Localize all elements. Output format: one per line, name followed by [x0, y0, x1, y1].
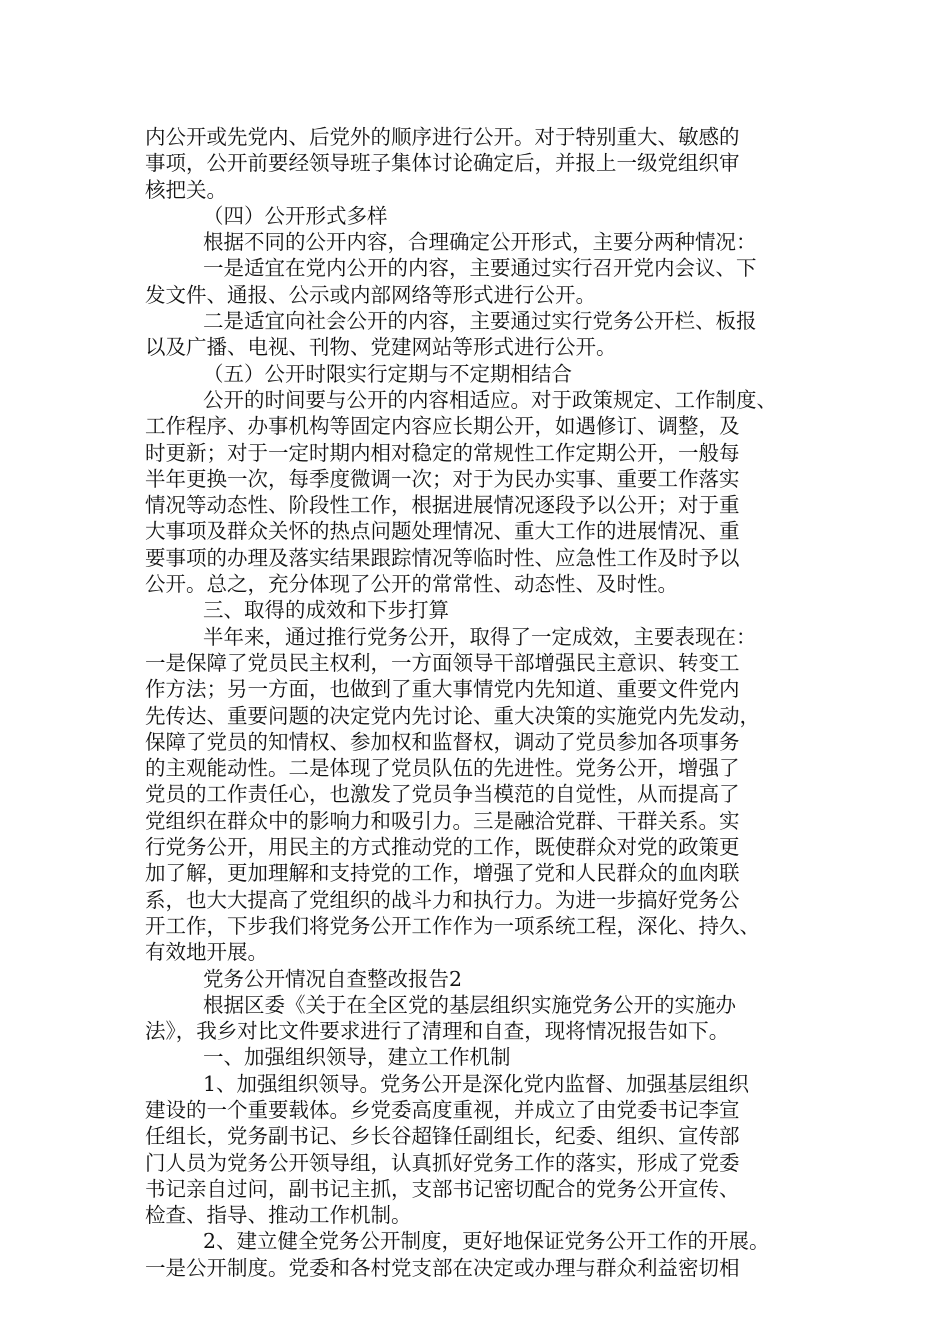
text-line: 公开。总之，充分体现了公开的常常性、动态性、及时性。	[145, 572, 678, 597]
text-line: 要事项的办理及落实结果跟踪情况等临时性、应急性工作及时予以	[145, 545, 740, 570]
text-line: 开工作，下步我们将党务公开工作作为一项系统工程，深化、持久、	[145, 913, 760, 938]
text-line: 书记亲自过问，副书记主抓，支部书记密切配合的党务公开宣传、	[145, 1176, 740, 1201]
text-line: 时更新；对于一定时期内相对稳定的常规性工作定期公开，一般每	[145, 440, 740, 465]
text-line: 内公开或先党内、后党外的顺序进行公开。对于特别重大、敏感的	[145, 125, 740, 149]
text-line: 先传达、重要问题的决定党内先讨论、重大决策的实施党内先发动，	[145, 703, 760, 728]
text-line: 一是保障了党员民主权利，一方面领导干部增强民主意识、转变工	[145, 650, 740, 675]
text-line: 党组织在群众中的影响力和吸引力。三是融洽党群、干群关系。实	[145, 808, 740, 833]
text-line: 一是公开制度。党委和各村党支部在决定或办理与群众利益密切相	[145, 1255, 740, 1280]
text-line: 一是适宜在党内公开的内容，主要通过实行召开党内会议、下	[203, 256, 757, 281]
text-line: 法》，我乡对比文件要求进行了清理和自查，现将情况报告如下。	[145, 1019, 730, 1044]
text-line: 作方法；另一方面，也做到了重大事情党内先知道、重要文件党内	[145, 677, 740, 702]
text-line: 2、建立健全党务公开制度，更好地保证党务公开工作的开展。	[203, 1229, 770, 1254]
text-line: 以及广播、电视、刊物、党建网站等形式进行公开。	[145, 335, 617, 360]
text-line: 发文件、通报、公示或内部网络等形式进行公开。	[145, 282, 596, 307]
text-line: 根据不同的公开内容，合理确定公开形式，主要分两种情况：	[203, 230, 757, 255]
text-line: 1、加强组织领导。党务公开是深化党内监督、加强基层组织	[203, 1071, 750, 1096]
text-line: 行党务公开，用民主的方式推动党的工作，既使群众对党的政策更	[145, 835, 740, 860]
text-line: 有效地开展。	[145, 940, 268, 965]
text-line: （四）公开形式多样	[203, 203, 388, 228]
text-line: 根据区委《关于在全区党的基层组织实施党务公开的实施办	[203, 992, 736, 1017]
text-line: 建设的一个重要载体。乡党委高度重视，并成立了由党委书记李宣	[145, 1097, 740, 1122]
text-line: 保障了党员的知情权、参加权和监督权，调动了党员参加各项事务	[145, 729, 740, 754]
text-line: 党员的工作责任心，也激发了党员争当模范的自觉性，从而提高了	[145, 782, 740, 807]
document-body	[145, 124, 825, 1281]
text-line: 大事项及群众关怀的热点问题处理情况、重大工作的进展情况、重	[145, 519, 740, 544]
text-line: 公开的时间要与公开的内容相适应。对于政策规定、工作制度、	[203, 387, 777, 412]
text-line: 情况等动态性、阶段性工作，根据进展情况逐段予以公开；对于重	[145, 493, 740, 518]
text-line: 加了解，更加理解和支持党的工作，增强了党和人民群众的血肉联	[145, 861, 740, 886]
text-line: 党务公开情况自查整改报告2	[203, 966, 463, 991]
text-line: 半年来，通过推行党务公开，取得了一定成效，主要表现在：	[203, 624, 757, 649]
text-line: 核把关。	[145, 177, 227, 202]
text-line: 一、加强组织领导，建立工作机制	[203, 1045, 511, 1070]
text-line: 事项，公开前要经领导班子集体讨论确定后，并报上一级党组织审	[145, 151, 740, 176]
text-line: 工作程序、办事机构等固定内容应长期公开，如遇修订、调整，及	[145, 414, 740, 439]
text-line: （五）公开时限实行定期与不定期相结合	[203, 361, 572, 386]
text-line: 门人员为党务公开领导组，认真抓好党务工作的落实，形成了党委	[145, 1150, 740, 1175]
text-line: 二是适宜向社会公开的内容，主要通过实行党务公开栏、板报	[203, 309, 757, 334]
text-line: 检查、指导、推动工作机制。	[145, 1203, 412, 1228]
text-line: 系，也大大提高了党组织的战斗力和执行力。为进一步搞好党务公	[145, 887, 740, 912]
text-line: 任组长，党务副书记、乡长谷超锋任副组长，纪委、组织、宣传部	[145, 1124, 740, 1149]
text-line: 的主观能动性。二是体现了党员队伍的先进性。党务公开，增强了	[145, 756, 740, 781]
text-line: 半年更换一次，每季度微调一次；对于为民办实事、重要工作落实	[145, 466, 740, 491]
text-line: 三、取得的成效和下步打算	[203, 598, 449, 623]
